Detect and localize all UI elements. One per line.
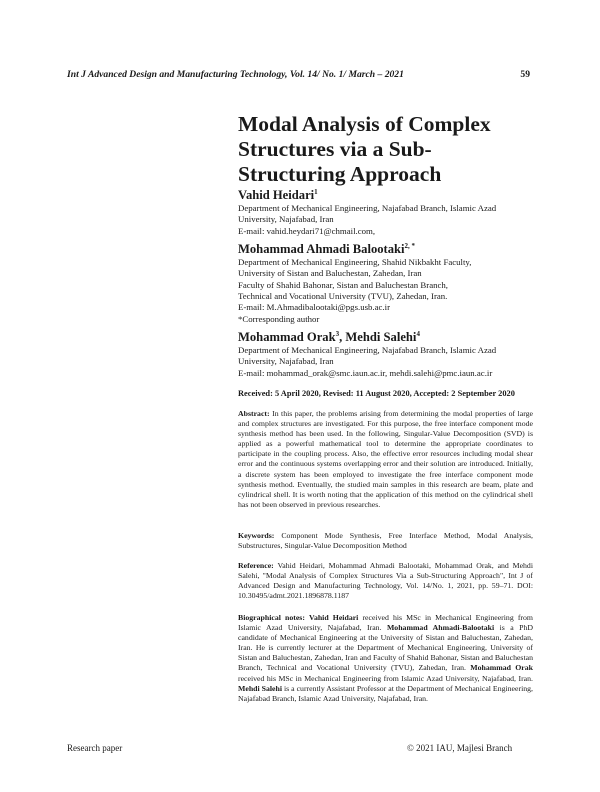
footer-copyright: © 2021 IAU, Majlesi Branch [407, 743, 513, 753]
bio-text: is a PhD candidate of Mechanical Engineering at the University of Sistan and Baluchestan, Zahedan, Iran. He is currently lecturer at the Department of Mechanical Engineering, University of Sistan and Baluchestan, Zahedan, Iran and Faculty of Shahid Bahonar, Sistan and Baluchestan Branch, Technical and Vocational University (TVU), Zahedan, Iran. [238, 623, 533, 673]
bio-label: Biographical notes: [238, 613, 305, 622]
paper-title [238, 112, 538, 187]
bio-text: is a currently Assistant Professor at the Department of Mechanical Engineering, Najafabad Branch, Islamic Azad University, Najafabad, Iran. [238, 683, 533, 703]
keywords-text: Component Mode Synthesis, Free Interface Method, Modal Analysis, Substructures, Singular-Value Decomposition Method [238, 531, 534, 551]
affiliation-line: University, Najafabad, Iran [238, 356, 334, 367]
bio-author-name: Vahid Heidari [309, 613, 359, 622]
title-line: Modal Analysis of Complex [238, 112, 491, 136]
email-line: E-mail: vahid.heydari71@chmail.com, [238, 225, 376, 236]
email-line: E-mail: M.Ahmadibalootaki@pgs.usb.ac.ir [238, 302, 390, 313]
author-block [238, 185, 533, 237]
footer-article-type: Research paper [67, 743, 123, 753]
affiliation-line: University of Sistan and Baluchestan, Zahedan, Iran [238, 268, 422, 279]
bio-author-name: Mohammad Ahmadi-Balootaki [386, 623, 495, 633]
keywords [238, 531, 533, 551]
corresponding-note: *Corresponding author [238, 313, 320, 324]
email-line: E-mail: mohammad_orak@smc.iaun.ac.ir, mehdi.salehi@pmc.iaun.ac.ir [238, 367, 493, 378]
bio-author-name: Mohammad Orak [470, 663, 533, 673]
title-line: Structures via a Sub- [238, 137, 432, 161]
affiliation-line: Department of Mechanical Engineering, Shahid Nikbakht Faculty, [238, 257, 472, 268]
affiliation-line: Technical and Vocational University (TVU), Zahedan, Iran. [238, 291, 448, 302]
reference-label: Reference: [238, 561, 274, 570]
page-number: 59 [520, 69, 530, 80]
affiliation-line: University, Najafabad, Iran [238, 214, 334, 225]
received-dates: Received: 5 April 2020, Revised: 11 August 2020, Accepted: 2 September 2020 [238, 389, 515, 398]
abstract-label: Abstract: [238, 409, 270, 418]
title-line: Structuring Approach [238, 162, 442, 186]
author-block [238, 239, 533, 325]
affiliation-line: Department of Mechanical Engineering, Najafabad Branch, Islamic Azad [238, 203, 497, 214]
author-name: Vahid Heidari$^1$ [238, 188, 318, 203]
biographical-notes [238, 613, 533, 704]
author-name: Mohammad Ahmadi Balootaki$^{2, *}$ [238, 242, 416, 257]
affiliation-line: Faculty of Shahid Bahonar, Sistan and Baluchestan Branch, [238, 279, 448, 290]
bio-text: received his MSc in Mechanical Engineering from Islamic Azad University, Najafabad, Iran. [238, 673, 533, 683]
keywords-label: Keywords: [238, 531, 275, 540]
reference-text: Vahid Heidari, Mohammad Ahmadi Balootaki, Mohammad Orak, and Mehdi Salehi, "Modal Analysis of Complex Structures Via a Sub-Structuring Approach", Int J of Advanced Design and Manufacturing Technology, Vol. 14/No. 1, 2021, pp. 59–71. DOI: 10.30495/admt.2021.1896878.1187 [238, 561, 534, 601]
author-name: Mohammad Orak$^3$, Mehdi Salehi$^4$ [238, 330, 420, 345]
reference [238, 561, 533, 601]
bio-author-name: Mehdi Salehi [238, 683, 282, 693]
bio-text: received his MSc in Mechanical Engineering from Islamic Azad University, Najafabad, Iran. [238, 613, 533, 633]
affiliation-line: Department of Mechanical Engineering, Najafabad Branch, Islamic Azad [238, 345, 497, 356]
author-block [238, 327, 533, 379]
abstract [238, 409, 533, 510]
journal-citation: Int J Advanced Design and Manufacturing Technology, Vol. 14/ No. 1/ March – 2021 [67, 69, 404, 80]
abstract-text: In this paper, the problems arising from determining the modal properties of large and complex structures are investigated. For this purpose, the free interface component mode synthesis method has been used. In the following, Singular-Value Decomposition (SVD) is applied as a powerful mathematical tool to determine the appropriate coordinates to participate in the coupling process. Also, the effective error resources including modal shear error and the continuous systems overlapping error and their solution are introduced. Initially, a discrete system has been employed to investigate the free interface component mode synthesis method. Eventually, the studied main samples in this research are beam, plate and cylindrical shell. It is worth noting that the application of this method on the cylindrical shell has not been observed in previous researches. [238, 409, 534, 509]
running-header [67, 69, 530, 80]
